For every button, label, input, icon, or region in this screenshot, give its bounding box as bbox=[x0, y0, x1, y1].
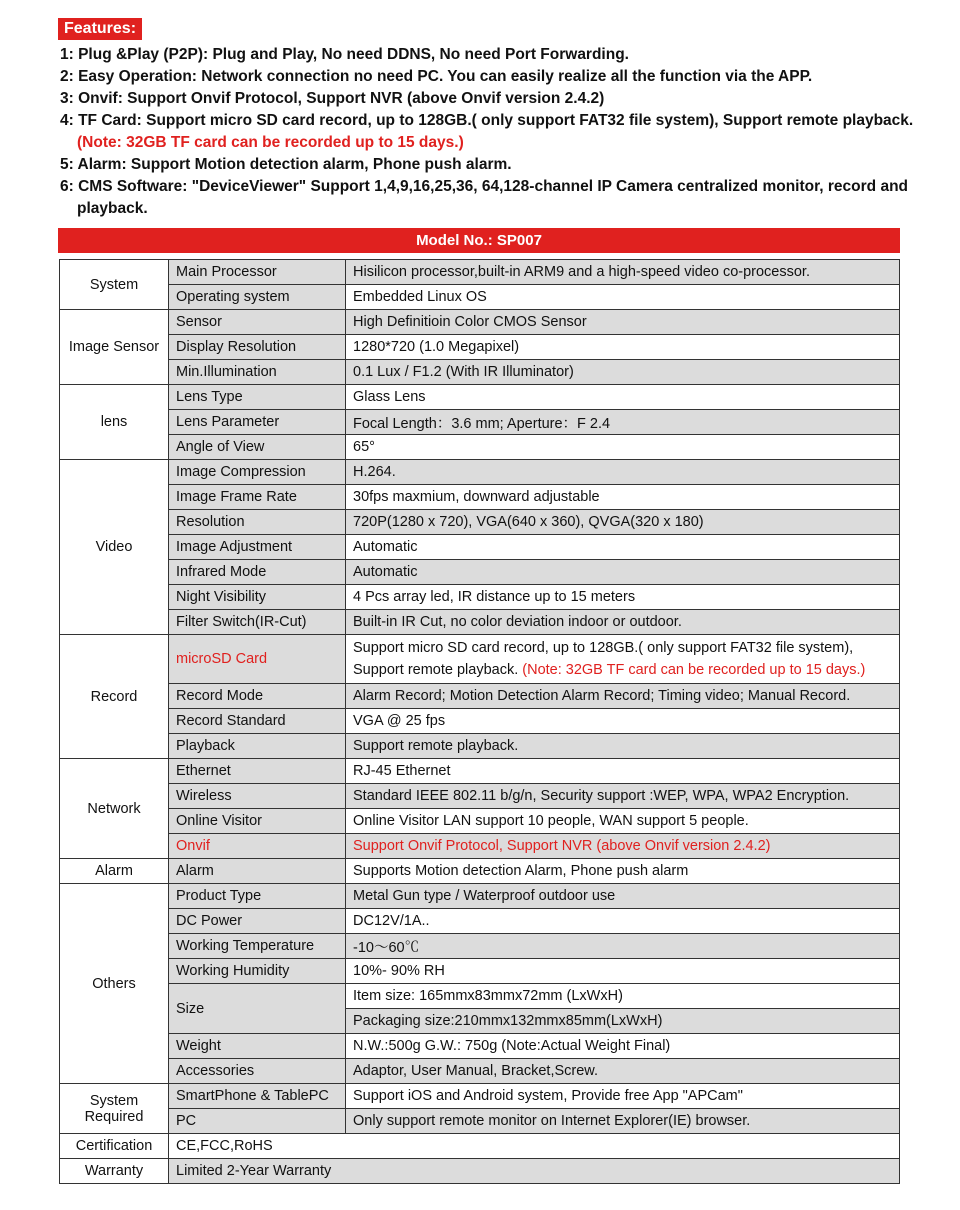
spec-value: Support remote playback. bbox=[346, 734, 900, 759]
spec-label: Lens Parameter bbox=[169, 410, 346, 435]
spec-value: Built-in IR Cut, no color deviation indoor or outdoor. bbox=[346, 610, 900, 635]
spec-value: 10%- 90% RH bbox=[346, 959, 900, 984]
feature-item: 6: CMS Software: "DeviceViewer" Support 1,4,9,16,25,36, 64,128-channel IP Camera centralized monitor, record and playback. bbox=[60, 178, 909, 217]
spec-value: Online Visitor LAN support 10 people, WAN support 5 people. bbox=[346, 809, 900, 834]
table-row bbox=[60, 1034, 900, 1059]
table-row bbox=[60, 859, 900, 884]
spec-table bbox=[59, 259, 900, 1184]
spec-value: H.264. bbox=[346, 460, 900, 485]
spec-value: Hisilicon processor,built-in ARM9 and a high-speed video co-processor. bbox=[346, 260, 900, 285]
table-row bbox=[60, 759, 900, 784]
category-system: System bbox=[60, 260, 169, 310]
spec-value: Support Onvif Protocol, Support NVR (above Onvif version 2.4.2) bbox=[346, 834, 900, 859]
spec-label: Product Type bbox=[169, 884, 346, 909]
category-others: Others bbox=[60, 884, 169, 1084]
table-row bbox=[60, 510, 900, 535]
spec-label: Online Visitor bbox=[169, 809, 346, 834]
spec-value: Item size: 165mmx83mmx72mm (LxWxH) bbox=[346, 984, 900, 1009]
category-lens: lens bbox=[60, 385, 169, 460]
features-list bbox=[60, 44, 930, 220]
spec-value: 65° bbox=[346, 435, 900, 460]
category-video: Video bbox=[60, 460, 169, 635]
spec-value: 30fps maxmium, downward adjustable bbox=[346, 485, 900, 510]
spec-value: Limited 2-Year Warranty bbox=[169, 1159, 900, 1184]
table-row bbox=[60, 1159, 900, 1184]
table-row bbox=[60, 1109, 900, 1134]
spec-label: Min.Illumination bbox=[169, 360, 346, 385]
spec-label: Filter Switch(IR-Cut) bbox=[169, 610, 346, 635]
spec-value: Embedded Linux OS bbox=[346, 285, 900, 310]
table-row bbox=[60, 784, 900, 809]
features-heading: Features: bbox=[58, 18, 142, 40]
spec-label: Sensor bbox=[169, 310, 346, 335]
spec-label: Working Humidity bbox=[169, 959, 346, 984]
spec-label: Onvif bbox=[169, 834, 346, 859]
spec-value: Standard IEEE 802.11 b/g/n, Security support :WEP, WPA, WPA2 Encryption. bbox=[346, 784, 900, 809]
feature-item: 5: Alarm: Support Motion detection alarm, Phone push alarm. bbox=[60, 156, 512, 173]
category-alarm: Alarm bbox=[60, 859, 169, 884]
spec-value: CE,FCC,RoHS bbox=[169, 1134, 900, 1159]
table-row bbox=[60, 734, 900, 759]
table-row bbox=[60, 1084, 900, 1109]
spec-value: Only support remote monitor on Internet Explorer(IE) browser. bbox=[346, 1109, 900, 1134]
spec-value: -10～60℃ bbox=[346, 934, 900, 959]
spec-label: Image Compression bbox=[169, 460, 346, 485]
spec-label: Angle of View bbox=[169, 435, 346, 460]
spec-label: Image Adjustment bbox=[169, 535, 346, 560]
spec-value: Alarm Record; Motion Detection Alarm Record; Timing video; Manual Record. bbox=[346, 684, 900, 709]
table-row bbox=[60, 310, 900, 335]
table-row bbox=[60, 959, 900, 984]
table-row bbox=[60, 260, 900, 285]
spec-value: Metal Gun type / Waterproof outdoor use bbox=[346, 884, 900, 909]
spec-label: Night Visibility bbox=[169, 585, 346, 610]
feature-item: 4: TF Card: Support micro SD card record, up to 128GB.( only support FAT32 file system), Support remote playback. (Note: 32GB TF card can be recorded up to 15 days.) bbox=[60, 112, 914, 151]
spec-value: N.W.:500g G.W.: 750g (Note:Actual Weight Final) bbox=[346, 1034, 900, 1059]
spec-label: Playback bbox=[169, 734, 346, 759]
table-row bbox=[60, 560, 900, 585]
category-image-sensor: Image Sensor bbox=[60, 310, 169, 385]
spec-value: Supports Motion detection Alarm, Phone push alarm bbox=[346, 859, 900, 884]
table-row bbox=[60, 460, 900, 485]
feature-item: 1: Plug &Play (P2P): Plug and Play, No need DDNS, No need Port Forwarding. bbox=[60, 46, 629, 63]
spec-label: microSD Card bbox=[169, 635, 346, 684]
spec-value: High Definitioin Color CMOS Sensor bbox=[346, 310, 900, 335]
table-row bbox=[60, 535, 900, 560]
table-row bbox=[60, 485, 900, 510]
spec-label: Operating system bbox=[169, 285, 346, 310]
spec-value: 4 Pcs array led, IR distance up to 15 meters bbox=[346, 585, 900, 610]
category-record: Record bbox=[60, 635, 169, 759]
table-row bbox=[60, 1134, 900, 1159]
table-row bbox=[60, 435, 900, 460]
spec-label: Record Mode bbox=[169, 684, 346, 709]
spec-value: Focal Length：3.6 mm; Aperture：F 2.4 bbox=[346, 410, 900, 435]
spec-value: Automatic bbox=[346, 535, 900, 560]
spec-value: Automatic bbox=[346, 560, 900, 585]
table-row bbox=[60, 709, 900, 734]
spec-value: Support micro SD card record, up to 128GB.( only support FAT32 file system), Support remote playback. (Note: 32GB TF card can be recorded up to 15 days.) bbox=[346, 635, 900, 684]
spec-value: VGA @ 25 fps bbox=[346, 709, 900, 734]
category-warranty: Warranty bbox=[60, 1159, 169, 1184]
spec-label: Working Temperature bbox=[169, 934, 346, 959]
spec-label: Main Processor bbox=[169, 260, 346, 285]
table-row bbox=[60, 610, 900, 635]
table-row bbox=[60, 834, 900, 859]
spec-label: Ethernet bbox=[169, 759, 346, 784]
table-row bbox=[60, 984, 900, 1009]
table-row bbox=[60, 1059, 900, 1084]
spec-label: Accessories bbox=[169, 1059, 346, 1084]
spec-label: PC bbox=[169, 1109, 346, 1134]
table-row bbox=[60, 335, 900, 360]
spec-value: Adaptor, User Manual, Bracket,Screw. bbox=[346, 1059, 900, 1084]
table-row bbox=[60, 884, 900, 909]
table-row bbox=[60, 410, 900, 435]
spec-label: Weight bbox=[169, 1034, 346, 1059]
spec-label: Size bbox=[169, 984, 346, 1034]
table-row bbox=[60, 585, 900, 610]
spec-value: Support iOS and Android system, Provide free App "APCam" bbox=[346, 1084, 900, 1109]
table-row bbox=[60, 934, 900, 959]
spec-label: Record Standard bbox=[169, 709, 346, 734]
category-network: Network bbox=[60, 759, 169, 859]
spec-label: DC Power bbox=[169, 909, 346, 934]
spec-label: Image Frame Rate bbox=[169, 485, 346, 510]
table-row bbox=[60, 635, 900, 684]
spec-value: DC12V/1A.. bbox=[346, 909, 900, 934]
spec-label: Infrared Mode bbox=[169, 560, 346, 585]
spec-label: Lens Type bbox=[169, 385, 346, 410]
spec-value: RJ-45 Ethernet bbox=[346, 759, 900, 784]
spec-value: Packaging size:210mmx132mmx85mm(LxWxH) bbox=[346, 1009, 900, 1034]
table-row bbox=[60, 809, 900, 834]
table-row bbox=[60, 360, 900, 385]
spec-value: Glass Lens bbox=[346, 385, 900, 410]
spec-label: Resolution bbox=[169, 510, 346, 535]
spec-value: 1280*720 (1.0 Megapixel) bbox=[346, 335, 900, 360]
spec-label: SmartPhone & TablePC bbox=[169, 1084, 346, 1109]
spec-label: Alarm bbox=[169, 859, 346, 884]
table-row bbox=[60, 285, 900, 310]
feature-item: 3: Onvif: Support Onvif Protocol, Support NVR (above Onvif version 2.4.2) bbox=[60, 90, 605, 107]
model-number-bar: Model No.: SP007 bbox=[58, 228, 900, 253]
spec-label: Display Resolution bbox=[169, 335, 346, 360]
spec-value: 720P(1280 x 720), VGA(640 x 360), QVGA(320 x 180) bbox=[346, 510, 900, 535]
category-certification: Certification bbox=[60, 1134, 169, 1159]
spec-label: Wireless bbox=[169, 784, 346, 809]
table-row bbox=[60, 909, 900, 934]
spec-value: 0.1 Lux / F1.2 (With IR Illuminator) bbox=[346, 360, 900, 385]
table-row bbox=[60, 684, 900, 709]
category-system-required: System Required bbox=[60, 1084, 169, 1134]
table-row bbox=[60, 385, 900, 410]
feature-item: 2: Easy Operation: Network connection no need PC. You can easily realize all the function via the APP. bbox=[60, 68, 813, 85]
